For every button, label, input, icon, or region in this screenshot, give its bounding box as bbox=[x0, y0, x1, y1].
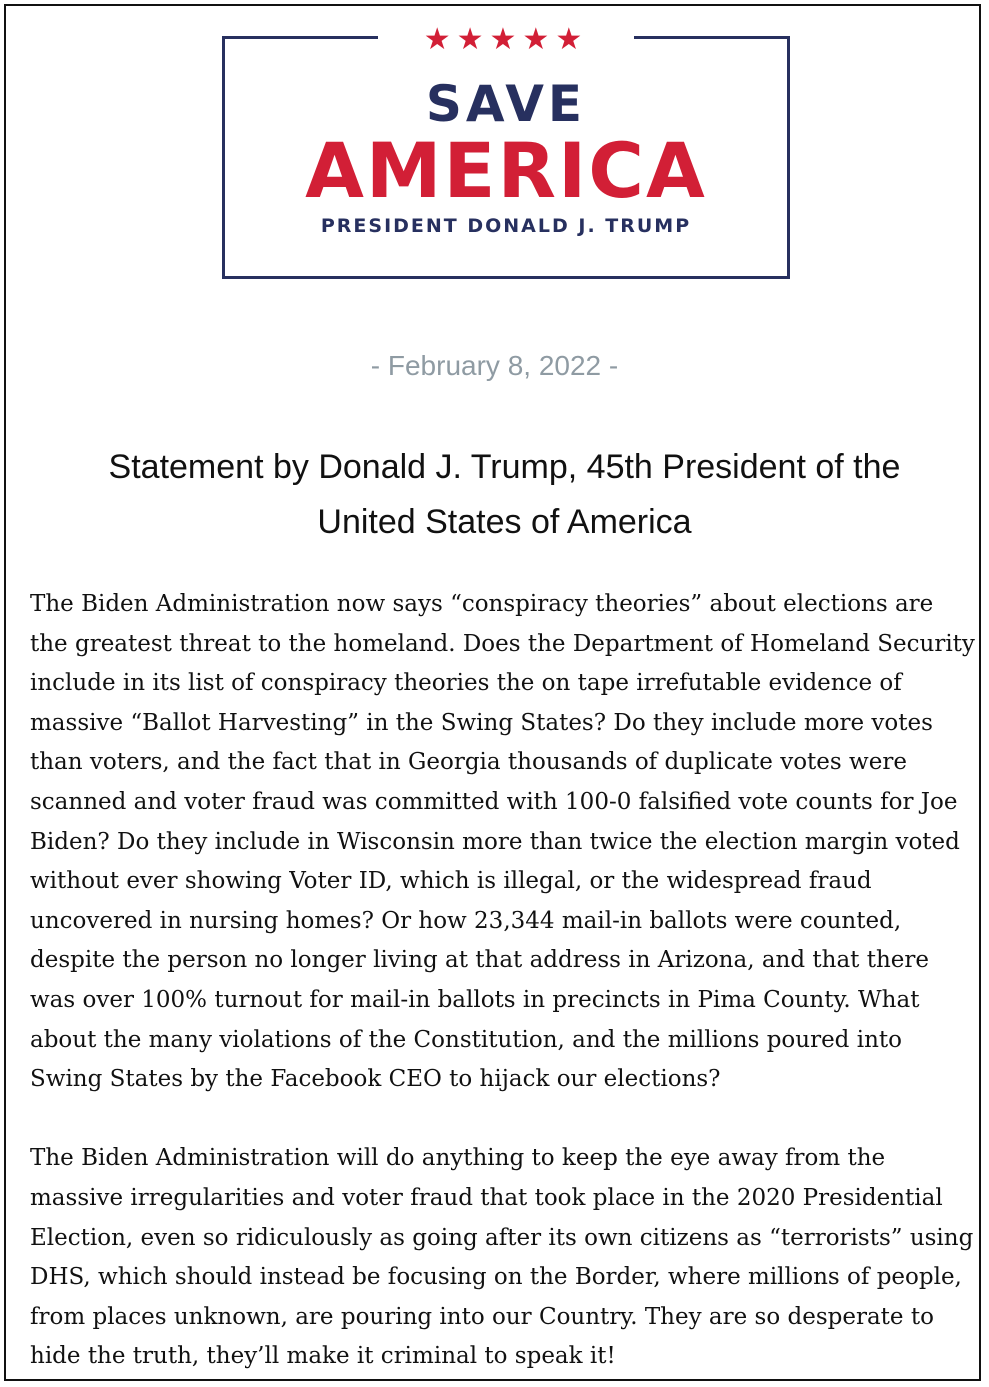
logo-save-text: SAVE bbox=[425, 75, 587, 133]
logo-president-text: PRESIDENT DONALD J. TRUMP bbox=[320, 215, 692, 237]
statement-date: - February 8, 2022 - bbox=[370, 350, 619, 381]
statement-body bbox=[30, 585, 975, 1377]
paragraph-1: The Biden Administration now says “conspiracy theories” about elections are the greatest threat to the homeland. Does the Department of Homeland Security include in its list of conspiracy theories the on tape irrefutable evidence of massive “Ballot Harvesting” in the Swing States? Do they include more votes than voters, and the fact that in Georgia thousands of duplicate votes were scanned and voter fraud was committed with 100-0 falsified vote counts for Joe Biden? Do they include in Wisconsin more than twice the election margin voted without ever showing Voter ID, which is illegal, or the widespread fraud uncovered in nursing homes? Or how 23,344 mail-in ballots were counted, despite the person no longer living at that address in Arizona, and that there was over 100% turnout for mail-in ballots in precincts in Pima County. What about the many violations of the Constitution, and the millions poured into Swing States by the Facebook CEO to hijack our elections? bbox=[30, 591, 975, 1093]
logo-america-text: AMERICA bbox=[305, 126, 707, 215]
paragraph-2: The Biden Administration will do anything to keep the eye away from the massive irregularities and voter fraud that took place in the 2020 Presidential Election, even so ridiculously as going after its own citizens as “terrorists” using DHS, which should instead be focusing on the Border, where millions of people, from places unknown, are pouring into our Country. They are so desperate to hide the truth, they’ll make it criminal to speak it! bbox=[30, 1145, 974, 1370]
statement-title: Statement by Donald J. Trump, 45th President of the United States of America bbox=[108, 448, 901, 541]
stars-icon: ★★★★★ bbox=[423, 22, 589, 57]
logo-border-top-right bbox=[634, 36, 790, 39]
logo-border-top-left bbox=[222, 36, 378, 39]
